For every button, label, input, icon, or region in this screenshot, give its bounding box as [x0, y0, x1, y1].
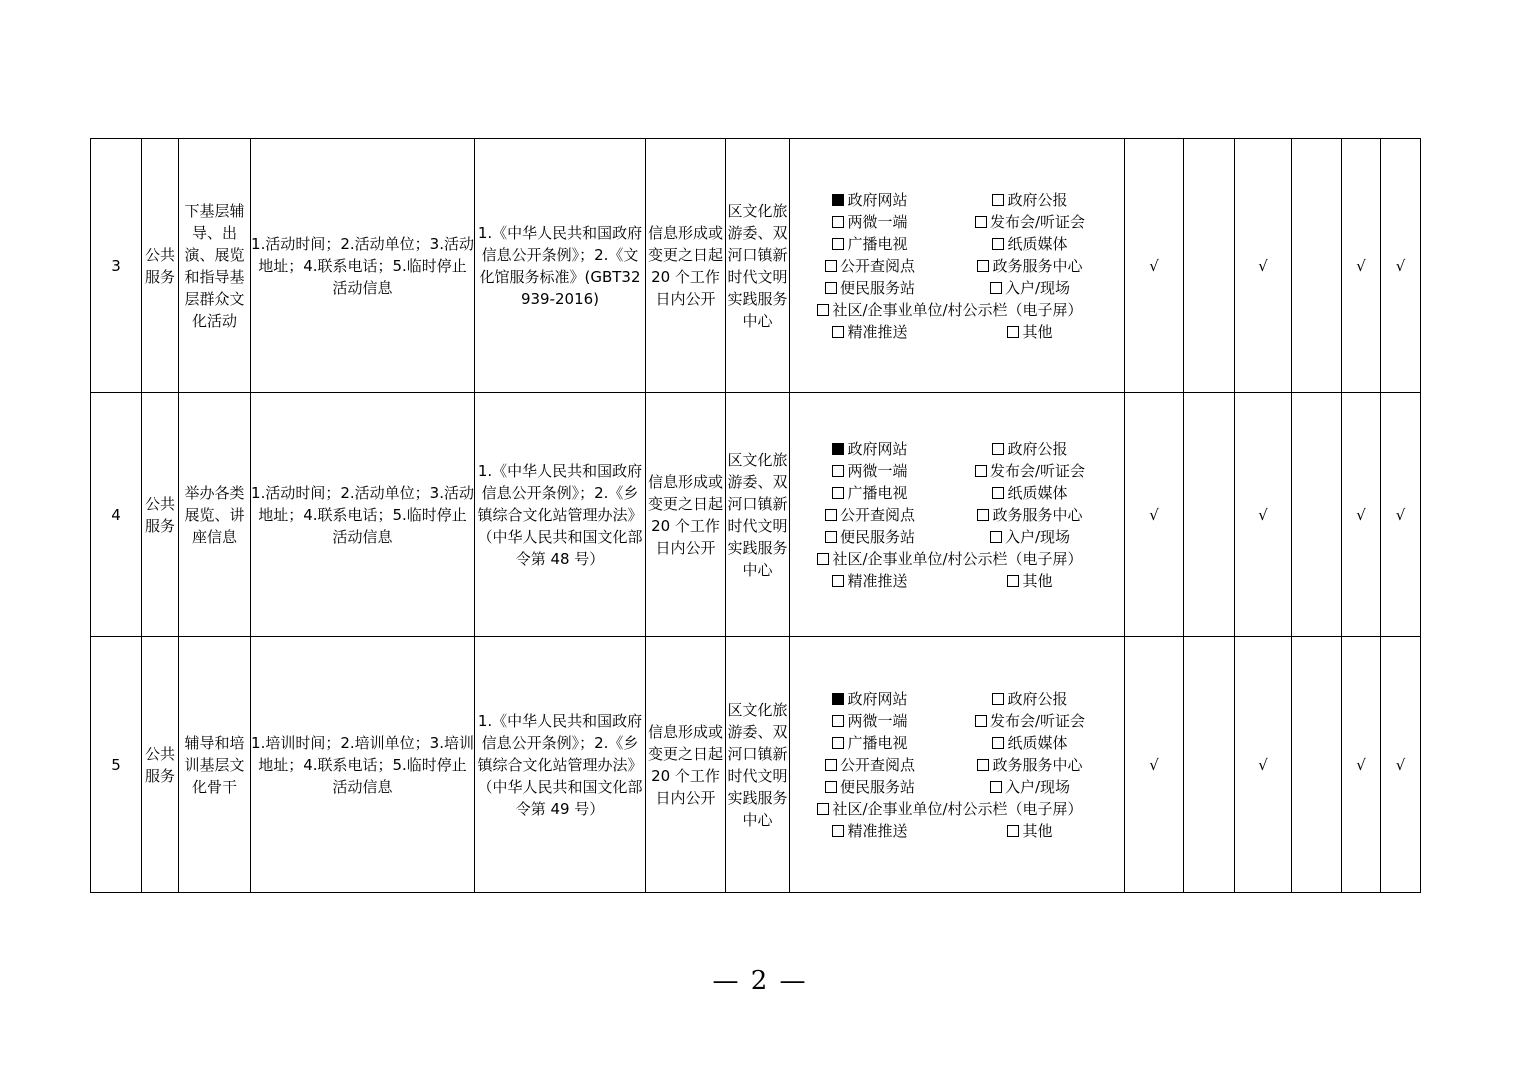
channel-option[interactable]: 两微一端	[790, 460, 950, 482]
channel-option[interactable]: 纸质媒体	[950, 233, 1110, 255]
channel-option[interactable]: 政务服务中心	[950, 754, 1110, 776]
empty-box-icon	[990, 282, 1002, 294]
check-mark: √	[1125, 393, 1184, 637]
channel-option[interactable]: 发布会/听证会	[950, 710, 1110, 732]
basis-cell: 1.《中华人民共和国政府信息公开条例》；2.《乡镇综合文化站管理办法》（中华人民共和国文化部令第 49 号）	[475, 637, 646, 893]
check-mark: √	[1381, 393, 1421, 637]
category-cell: 公共服务	[142, 393, 179, 637]
channel-option[interactable]: 公开查阅点	[790, 504, 950, 526]
channel-option[interactable]: 政府网站	[790, 189, 950, 211]
check-mark	[1292, 393, 1342, 637]
empty-box-icon	[975, 465, 987, 477]
channel-option[interactable]: 其他	[950, 321, 1110, 343]
check-mark: √	[1235, 637, 1292, 893]
channel-option[interactable]: 入户/现场	[950, 277, 1110, 299]
empty-box-icon	[992, 238, 1004, 250]
empty-box-icon	[992, 487, 1004, 499]
category-cell: 公共服务	[142, 139, 179, 393]
channel-option[interactable]: 发布会/听证会	[950, 211, 1110, 233]
empty-box-icon	[992, 693, 1004, 705]
empty-box-icon	[992, 194, 1004, 206]
empty-box-icon	[975, 715, 987, 727]
empty-box-icon	[832, 715, 844, 727]
content-cell: 1.活动时间；2.活动单位；3.活动地址；4.联系电话；5.临时停止活动信息	[251, 139, 475, 393]
empty-box-icon	[1007, 575, 1019, 587]
check-mark: √	[1342, 393, 1381, 637]
channel-list	[790, 189, 1124, 343]
channel-option[interactable]: 政府网站	[790, 688, 950, 710]
checked-box-icon	[832, 693, 844, 705]
empty-box-icon	[825, 531, 837, 543]
channel-option[interactable]: 入户/现场	[950, 526, 1110, 548]
empty-box-icon	[832, 465, 844, 477]
empty-box-icon	[817, 304, 829, 316]
channel-option[interactable]: 两微一端	[790, 211, 950, 233]
channel-option[interactable]: 公开查阅点	[790, 255, 950, 277]
empty-box-icon	[832, 326, 844, 338]
check-mark: √	[1342, 637, 1381, 893]
channel-cell	[790, 393, 1125, 637]
empty-box-icon	[1007, 825, 1019, 837]
channel-option[interactable]: 其他	[950, 570, 1110, 592]
check-mark	[1184, 139, 1235, 393]
check-mark: √	[1125, 637, 1184, 893]
empty-box-icon	[825, 781, 837, 793]
channel-option[interactable]: 发布会/听证会	[950, 460, 1110, 482]
channel-option[interactable]: 纸质媒体	[950, 482, 1110, 504]
page-number: — 2 —	[712, 966, 808, 996]
check-mark	[1292, 139, 1342, 393]
channel-option[interactable]: 社区/企事业单位/村公示栏（电子屏）	[790, 299, 1110, 321]
channel-option[interactable]: 政务服务中心	[950, 255, 1110, 277]
check-mark: √	[1235, 393, 1292, 637]
check-mark	[1292, 637, 1342, 893]
time-limit-cell: 信息形成或变更之日起 20 个工作日内公开	[646, 393, 726, 637]
check-mark: √	[1381, 139, 1421, 393]
time-limit-cell: 信息形成或变更之日起 20 个工作日内公开	[646, 139, 726, 393]
empty-box-icon	[990, 531, 1002, 543]
subject-cell: 区文化旅游委、双河口镇新时代文明实践服务中心	[726, 637, 790, 893]
content-cell: 1.培训时间；2.培训单位；3.培训地址；4.联系电话；5.临时停止活动信息	[251, 637, 475, 893]
channel-option[interactable]: 精准推送	[790, 321, 950, 343]
check-mark: √	[1125, 139, 1184, 393]
empty-box-icon	[990, 781, 1002, 793]
empty-box-icon	[817, 803, 829, 815]
channel-list	[790, 688, 1124, 842]
channel-option[interactable]: 精准推送	[790, 820, 950, 842]
channel-option[interactable]: 公开查阅点	[790, 754, 950, 776]
empty-box-icon	[975, 216, 987, 228]
subject-cell: 区文化旅游委、双河口镇新时代文明实践服务中心	[726, 393, 790, 637]
channel-option[interactable]: 政府公报	[950, 189, 1110, 211]
empty-box-icon	[832, 737, 844, 749]
table-row	[91, 637, 1421, 893]
empty-box-icon	[832, 216, 844, 228]
channel-option[interactable]: 精准推送	[790, 570, 950, 592]
time-limit-cell: 信息形成或变更之日起 20 个工作日内公开	[646, 637, 726, 893]
channel-option[interactable]: 政府网站	[790, 438, 950, 460]
channel-option[interactable]: 政府公报	[950, 688, 1110, 710]
channel-option[interactable]: 两微一端	[790, 710, 950, 732]
channel-option[interactable]: 社区/企事业单位/村公示栏（电子屏）	[790, 798, 1110, 820]
empty-box-icon	[1007, 326, 1019, 338]
check-mark: √	[1235, 139, 1292, 393]
empty-box-icon	[832, 575, 844, 587]
table-row	[91, 393, 1421, 637]
channel-option[interactable]: 广播电视	[790, 732, 950, 754]
empty-box-icon	[832, 238, 844, 250]
channel-list	[790, 438, 1124, 592]
empty-box-icon	[832, 825, 844, 837]
empty-box-icon	[825, 260, 837, 272]
empty-box-icon	[992, 737, 1004, 749]
basis-cell: 1.《中华人民共和国政府信息公开条例》；2.《乡镇综合文化站管理办法》（中华人民共和国文化部令第 48 号）	[475, 393, 646, 637]
empty-box-icon	[992, 443, 1004, 455]
row-number: 3	[91, 139, 142, 393]
checked-box-icon	[832, 194, 844, 206]
channel-option[interactable]: 广播电视	[790, 482, 950, 504]
empty-box-icon	[832, 487, 844, 499]
check-mark	[1184, 637, 1235, 893]
empty-box-icon	[977, 759, 989, 771]
check-mark: √	[1342, 139, 1381, 393]
item-cell: 下基层辅导、出演、展览和指导基层群众文化活动	[179, 139, 251, 393]
empty-box-icon	[825, 282, 837, 294]
channel-option[interactable]: 便民服务站	[790, 277, 950, 299]
check-mark: √	[1381, 637, 1421, 893]
row-number: 5	[91, 637, 142, 893]
empty-box-icon	[825, 759, 837, 771]
category-cell: 公共服务	[142, 637, 179, 893]
row-number: 4	[91, 393, 142, 637]
channel-option[interactable]: 政府公报	[950, 438, 1110, 460]
basis-cell: 1.《中华人民共和国政府信息公开条例》；2.《文化馆服务标准》(GBT32939-2016)	[475, 139, 646, 393]
empty-box-icon	[977, 509, 989, 521]
content-cell: 1.活动时间；2.活动单位；3.活动地址；4.联系电话；5.临时停止活动信息	[251, 393, 475, 637]
channel-option[interactable]: 入户/现场	[950, 776, 1110, 798]
empty-box-icon	[817, 553, 829, 565]
channel-option[interactable]: 便民服务站	[790, 526, 950, 548]
item-cell: 辅导和培训基层文化骨干	[179, 637, 251, 893]
subject-cell: 区文化旅游委、双河口镇新时代文明实践服务中心	[726, 139, 790, 393]
channel-cell	[790, 637, 1125, 893]
disclosure-table	[90, 138, 1421, 893]
item-cell: 举办各类展览、讲座信息	[179, 393, 251, 637]
channel-option[interactable]: 政务服务中心	[950, 504, 1110, 526]
empty-box-icon	[977, 260, 989, 272]
check-mark	[1184, 393, 1235, 637]
channel-cell	[790, 139, 1125, 393]
empty-box-icon	[825, 509, 837, 521]
channel-option[interactable]: 广播电视	[790, 233, 950, 255]
channel-option[interactable]: 社区/企事业单位/村公示栏（电子屏）	[790, 548, 1110, 570]
channel-option[interactable]: 其他	[950, 820, 1110, 842]
channel-option[interactable]: 便民服务站	[790, 776, 950, 798]
checked-box-icon	[832, 443, 844, 455]
channel-option[interactable]: 纸质媒体	[950, 732, 1110, 754]
table-row	[91, 139, 1421, 393]
